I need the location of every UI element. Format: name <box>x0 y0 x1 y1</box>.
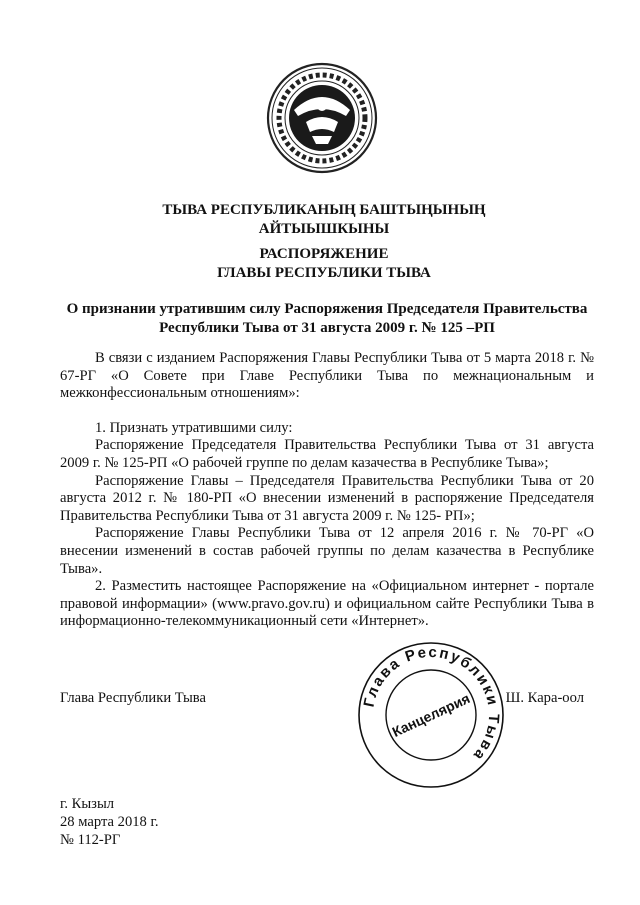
document-title: О признании утратившим силу Распоряжения Председателя Правительства Республики Тыва от 31 августа 2009 г. № 125 –РП <box>66 301 588 336</box>
document-type: РАСПОРЯЖЕНИЕ <box>259 246 389 262</box>
header-line-2: АЙТЫЫШКЫНЫ <box>258 221 390 237</box>
svg-text:Глава Республики Тыва: Глава Республики Тыва <box>360 643 503 765</box>
repealed-act-2: Распоряжение Главы – Председателя Правительства Республики Тыва от 20 августа 2012 г. № 180-РП «О внесении изменений в распоряжение Председателя Правительства Республики Тыва от 31 августа 2009 г. № 125- РП»; <box>60 472 594 524</box>
repealed-act-1: Распоряжение Председателя Правительства Республики Тыва от 31 августа 2009 г. № 125-РП «О рабочей группе по делам казачества в Республике Тыва»; <box>60 437 594 471</box>
issuer: ГЛАВЫ РЕСПУБЛИКИ ТЫВА <box>217 265 431 281</box>
header-line-1: ТЫВА РЕСПУБЛИКАНЫҢ БАШТЫҢЫНЫҢ <box>162 202 486 218</box>
place-date-number <box>60 795 158 849</box>
document-body <box>60 350 594 631</box>
item-2-paragraph: 2. Разместить настоящее Распоряжение на «Официальном интернет - портале правовой информации» (www.pravo.gov.ru) и официальном сайте Республики Тыва в информационно-телекоммуникационный сети «Интернет». <box>60 578 594 630</box>
svg-text:Канцелярия: Канцелярия <box>389 690 473 740</box>
office-stamp <box>356 640 506 790</box>
signatory-name: Ш. Кара-оол <box>505 690 584 706</box>
signatory-position: Глава Республики Тыва <box>60 690 206 706</box>
city: г. Кызыл <box>60 796 115 812</box>
repealed-act-3: Распоряжение Главы Республики Тыва от 12 апреля 2016 г. № 70-РГ «О внесении изменений в состав рабочей группы по делам казачества в Республике Тыва». <box>60 525 594 577</box>
item-1-paragraph: 1. Признать утратившими силу: <box>95 419 293 436</box>
document-number: № 112-РГ <box>60 832 121 848</box>
date: 28 марта 2018 г. <box>60 814 159 830</box>
republic-emblem-icon <box>266 62 378 174</box>
preamble-paragraph: В связи с изданием Распоряжения Главы Республики Тыва от 5 марта 2018 г. № 67-РГ «О Совете при Главе Республики Тыва по межнациональным и межконфессиональным отношениям»: <box>60 350 594 402</box>
